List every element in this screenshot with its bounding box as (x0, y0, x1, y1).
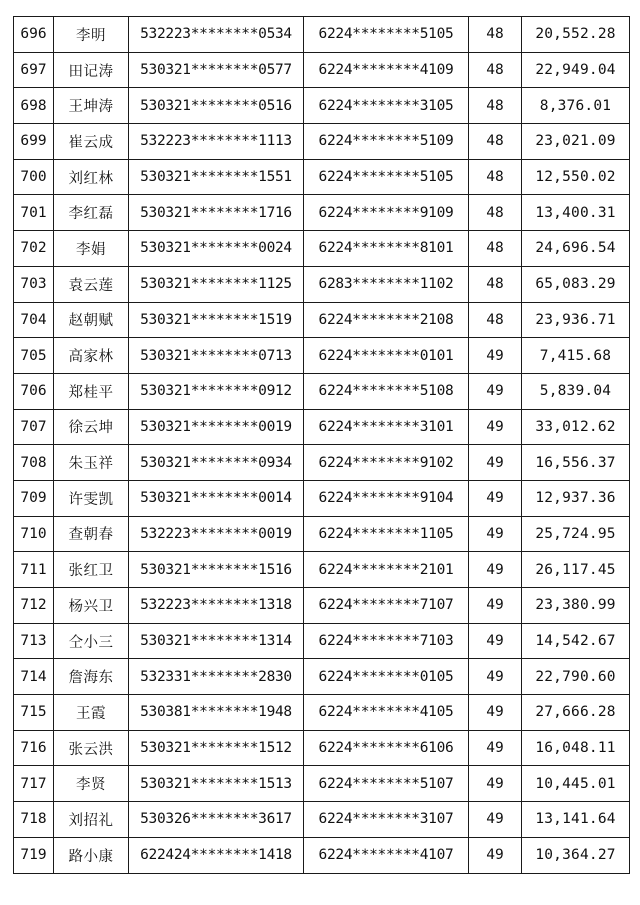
amount-value: 26,117.45 (522, 552, 630, 588)
amount-value: 12,937.36 (522, 480, 630, 516)
bank-card-number: 6224********2108 (304, 302, 469, 338)
id-card-number: 530321********1551 (129, 159, 304, 195)
bank-card-number: 6224********5108 (304, 373, 469, 409)
table-row (14, 338, 630, 374)
group-number: 49 (469, 338, 522, 374)
row-number: 716 (14, 730, 54, 766)
person-name: 王坤涛 (54, 88, 129, 124)
row-number: 714 (14, 659, 54, 695)
table-row (14, 52, 630, 88)
bank-card-number: 6224********1105 (304, 516, 469, 552)
row-number: 718 (14, 802, 54, 838)
bank-card-number: 6283********1102 (304, 266, 469, 302)
row-number: 698 (14, 88, 54, 124)
id-card-number: 532223********1113 (129, 124, 304, 160)
row-number: 703 (14, 266, 54, 302)
bank-card-number: 6224********5107 (304, 766, 469, 802)
person-name: 刘红林 (54, 159, 129, 195)
table-row (14, 516, 630, 552)
table-row (14, 195, 630, 231)
bank-card-number: 6224********7107 (304, 588, 469, 624)
id-card-number: 530381********1948 (129, 695, 304, 731)
table-row (14, 302, 630, 338)
bank-card-number: 6224********7103 (304, 623, 469, 659)
person-name: 张红卫 (54, 552, 129, 588)
group-number: 48 (469, 52, 522, 88)
person-name: 杨兴卫 (54, 588, 129, 624)
person-name: 李娟 (54, 231, 129, 267)
group-number: 49 (469, 659, 522, 695)
id-card-number: 530321********0014 (129, 480, 304, 516)
group-number: 48 (469, 88, 522, 124)
person-name: 高家林 (54, 338, 129, 374)
row-number: 702 (14, 231, 54, 267)
table-row (14, 552, 630, 588)
group-number: 49 (469, 552, 522, 588)
amount-value: 27,666.28 (522, 695, 630, 731)
person-name: 李红磊 (54, 195, 129, 231)
roster-body (14, 17, 630, 874)
id-card-number: 530321********0024 (129, 231, 304, 267)
row-number: 708 (14, 445, 54, 481)
group-number: 49 (469, 623, 522, 659)
table-row (14, 837, 630, 873)
person-name: 詹海东 (54, 659, 129, 695)
group-number: 48 (469, 124, 522, 160)
id-card-number: 530321********0019 (129, 409, 304, 445)
person-name: 徐云坤 (54, 409, 129, 445)
table-row (14, 730, 630, 766)
id-card-number: 530321********0912 (129, 373, 304, 409)
id-card-number: 530321********1716 (129, 195, 304, 231)
amount-value: 5,839.04 (522, 373, 630, 409)
id-card-number: 530321********1513 (129, 766, 304, 802)
row-number: 705 (14, 338, 54, 374)
id-card-number: 622424********1418 (129, 837, 304, 873)
table-row (14, 802, 630, 838)
table-row (14, 231, 630, 267)
row-number: 696 (14, 17, 54, 53)
amount-value: 22,949.04 (522, 52, 630, 88)
row-number: 699 (14, 124, 54, 160)
bank-card-number: 6224********9109 (304, 195, 469, 231)
group-number: 49 (469, 516, 522, 552)
group-number: 48 (469, 17, 522, 53)
amount-value: 20,552.28 (522, 17, 630, 53)
group-number: 49 (469, 837, 522, 873)
bank-card-number: 6224********4109 (304, 52, 469, 88)
id-card-number: 530321********1125 (129, 266, 304, 302)
amount-value: 10,364.27 (522, 837, 630, 873)
table-row (14, 409, 630, 445)
id-card-number: 530321********0516 (129, 88, 304, 124)
bank-card-number: 6224********5105 (304, 159, 469, 195)
person-name: 查朝春 (54, 516, 129, 552)
bank-card-number: 6224********9102 (304, 445, 469, 481)
bank-card-number: 6224********0105 (304, 659, 469, 695)
amount-value: 25,724.95 (522, 516, 630, 552)
id-card-number: 532223********1318 (129, 588, 304, 624)
group-number: 49 (469, 373, 522, 409)
amount-value: 10,445.01 (522, 766, 630, 802)
group-number: 49 (469, 480, 522, 516)
amount-value: 13,400.31 (522, 195, 630, 231)
bank-card-number: 6224********4107 (304, 837, 469, 873)
amount-value: 16,048.11 (522, 730, 630, 766)
person-name: 李明 (54, 17, 129, 53)
row-number: 701 (14, 195, 54, 231)
row-number: 717 (14, 766, 54, 802)
row-number: 712 (14, 588, 54, 624)
bank-card-number: 6224********5109 (304, 124, 469, 160)
group-number: 48 (469, 266, 522, 302)
amount-value: 65,083.29 (522, 266, 630, 302)
person-name: 崔云成 (54, 124, 129, 160)
group-number: 49 (469, 588, 522, 624)
amount-value: 22,790.60 (522, 659, 630, 695)
group-number: 49 (469, 695, 522, 731)
amount-value: 12,550.02 (522, 159, 630, 195)
id-card-number: 530321********0934 (129, 445, 304, 481)
id-card-number: 530321********0577 (129, 52, 304, 88)
id-card-number: 530326********3617 (129, 802, 304, 838)
id-card-number: 532223********0534 (129, 17, 304, 53)
amount-value: 13,141.64 (522, 802, 630, 838)
table-row (14, 373, 630, 409)
person-name: 仝小三 (54, 623, 129, 659)
person-name: 袁云莲 (54, 266, 129, 302)
bank-card-number: 6224********0101 (304, 338, 469, 374)
table-row (14, 159, 630, 195)
id-card-number: 532223********0019 (129, 516, 304, 552)
row-number: 713 (14, 623, 54, 659)
row-number: 711 (14, 552, 54, 588)
person-name: 田记涛 (54, 52, 129, 88)
bank-card-number: 6224********4105 (304, 695, 469, 731)
person-name: 许雯凯 (54, 480, 129, 516)
amount-value: 33,012.62 (522, 409, 630, 445)
row-number: 707 (14, 409, 54, 445)
group-number: 49 (469, 730, 522, 766)
bank-card-number: 6224********8101 (304, 231, 469, 267)
amount-value: 23,380.99 (522, 588, 630, 624)
bank-card-number: 6224********6106 (304, 730, 469, 766)
person-name: 路小康 (54, 837, 129, 873)
table-row (14, 623, 630, 659)
table-row (14, 266, 630, 302)
row-number: 719 (14, 837, 54, 873)
bank-card-number: 6224********3101 (304, 409, 469, 445)
table-row (14, 17, 630, 53)
amount-value: 14,542.67 (522, 623, 630, 659)
person-name: 朱玉祥 (54, 445, 129, 481)
table-row (14, 445, 630, 481)
table-row (14, 588, 630, 624)
table-row (14, 480, 630, 516)
amount-value: 24,696.54 (522, 231, 630, 267)
row-number: 700 (14, 159, 54, 195)
group-number: 48 (469, 231, 522, 267)
row-number: 704 (14, 302, 54, 338)
row-number: 715 (14, 695, 54, 731)
amount-value: 23,021.09 (522, 124, 630, 160)
id-card-number: 530321********1519 (129, 302, 304, 338)
group-number: 48 (469, 159, 522, 195)
id-card-number: 532331********2830 (129, 659, 304, 695)
table-row (14, 695, 630, 731)
person-name: 王霞 (54, 695, 129, 731)
person-name: 张云洪 (54, 730, 129, 766)
group-number: 49 (469, 802, 522, 838)
id-card-number: 530321********1512 (129, 730, 304, 766)
row-number: 710 (14, 516, 54, 552)
person-name: 赵朝赋 (54, 302, 129, 338)
id-card-number: 530321********1314 (129, 623, 304, 659)
amount-value: 16,556.37 (522, 445, 630, 481)
bank-card-number: 6224********3107 (304, 802, 469, 838)
bank-card-number: 6224********2101 (304, 552, 469, 588)
row-number: 709 (14, 480, 54, 516)
row-number: 697 (14, 52, 54, 88)
table-row (14, 659, 630, 695)
amount-value: 8,376.01 (522, 88, 630, 124)
bank-card-number: 6224********9104 (304, 480, 469, 516)
person-name: 李贤 (54, 766, 129, 802)
row-number: 706 (14, 373, 54, 409)
amount-value: 23,936.71 (522, 302, 630, 338)
group-number: 48 (469, 302, 522, 338)
group-number: 49 (469, 766, 522, 802)
table-row (14, 88, 630, 124)
table-row (14, 766, 630, 802)
id-card-number: 530321********0713 (129, 338, 304, 374)
payment-roster-table (13, 16, 630, 874)
id-card-number: 530321********1516 (129, 552, 304, 588)
group-number: 49 (469, 445, 522, 481)
person-name: 郑桂平 (54, 373, 129, 409)
person-name: 刘招礼 (54, 802, 129, 838)
bank-card-number: 6224********3105 (304, 88, 469, 124)
group-number: 49 (469, 409, 522, 445)
group-number: 48 (469, 195, 522, 231)
amount-value: 7,415.68 (522, 338, 630, 374)
bank-card-number: 6224********5105 (304, 17, 469, 53)
table-row (14, 124, 630, 160)
